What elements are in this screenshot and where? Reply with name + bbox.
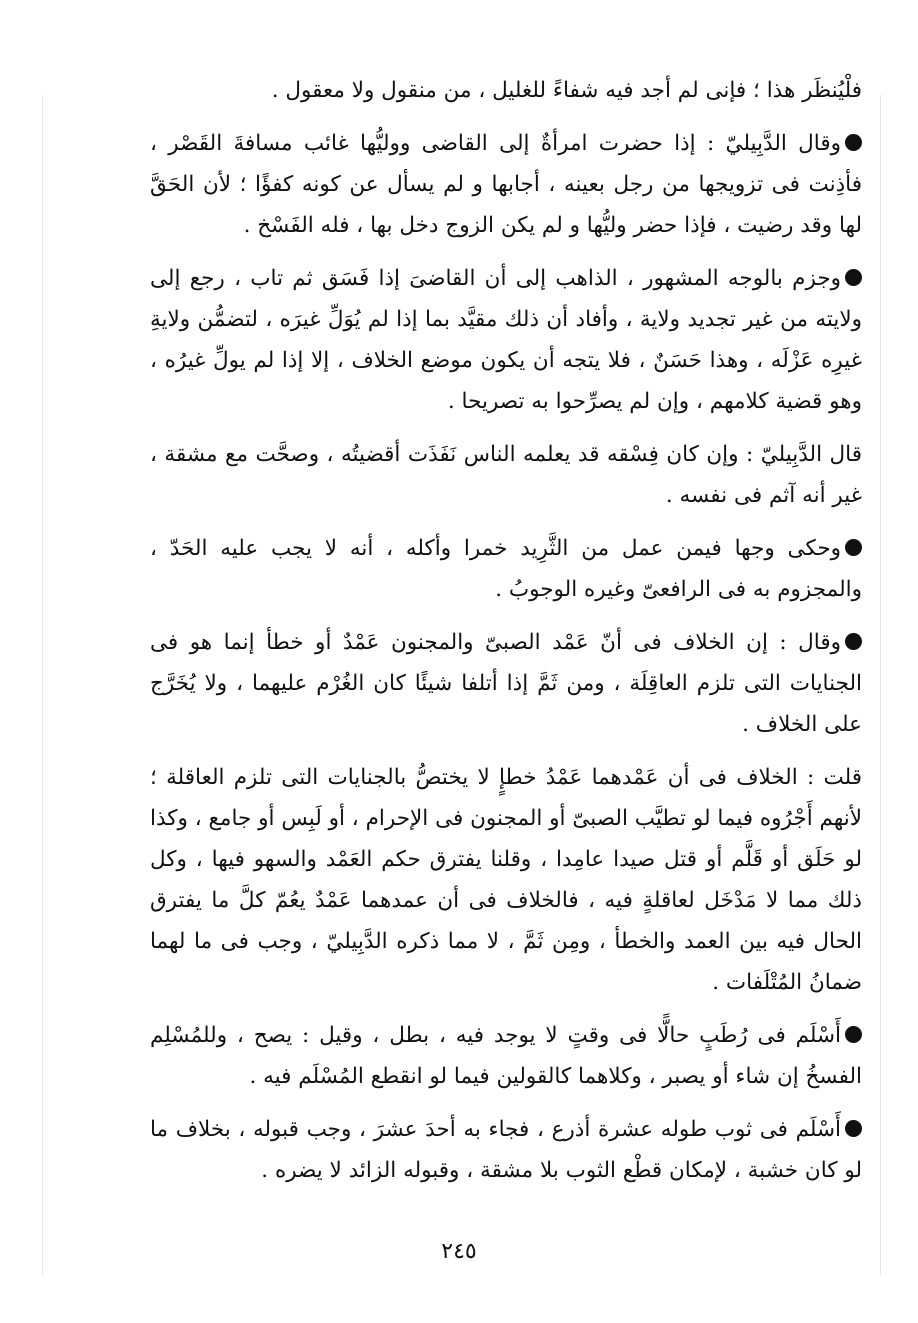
right-margin-rule (880, 95, 881, 1275)
paragraph-7 (150, 757, 862, 1003)
paragraph-text: فلْيُنظَر هذا ؛ فإنى لم أجد فيه شفاءً للغليل ، من منقول ولا معقول . (271, 78, 862, 103)
paragraph-text: وحكى وجها فيمن عمل من الثَّرِيد خمرا وأكله ، أنه لا يجب عليه الحَدّ ، والمجزوم به فى الرافعىّ وغيره الوجوبُ . (150, 536, 862, 602)
bullet-icon (845, 134, 862, 151)
paragraph-text: وجزم بالوجه المشهور ، الذاهب إلى أن القاضىَ إذا فَسَق ثم تاب ، رجع إلى ولايته من غير تجديد ولاية ، وأفاد أن ذلك مقيَّد بما إذا لم يُوَلِّ غيرَه ، لتضمُّن ولايةِ غيرِه عَزْلَه ، وهذا حَسَنٌ ، فلا يتجه أن يكون موضع الخلاف ، إلا إذا لم يولِّ غيرُه ، وهو قضية كلامهم ، وإن لم يصرِّحوا به تصريحا . (150, 266, 862, 414)
page-number: ٢٤٥ (441, 1239, 477, 1264)
paragraph-4 (150, 434, 862, 516)
bullet-icon (845, 1026, 862, 1043)
bullet-icon (845, 1120, 862, 1137)
paragraph-text: أَسْلَم فى ثوب طوله عشرة أذرع ، فجاء به أحدَ عشرَ ، وجب قبوله ، بخلاف ما لو كان خشبة ، لإمكان قطْع الثوب بلا مشقة ، وقبوله الزائد لا يضره . (150, 1117, 862, 1183)
paragraph-3 (150, 258, 862, 422)
bullet-icon (845, 633, 862, 650)
paragraph-text: وقال : إن الخلاف فى أنّ عَمْد الصبىّ والمجنون عَمْدٌ أو خطأ إنما هو فى الجنايات التى تلزم العاقِلَة ، ومن ثَمَّ إذا أتلفا شيئًا كان الغُرْم عليهما ، ولا يُخَرَّج على الخلاف . (150, 630, 862, 737)
paragraph-9 (150, 1109, 862, 1191)
bullet-icon (845, 539, 862, 556)
paragraph-text: قلت : الخلاف فى أن عَمْدهما عَمْدُ خطإٍ لا يختصُّ بالجنايات التى تلزم العاقلة ؛ لأنهم أَجْرُوه فيما لو تطيَّب الصبىّ أو المجنون فى الإحرام ، أو لَبِس أو جامع ، وكذا لو حَلَق أو قَلَّم أو قتل صيدا عامِدا ، وقلنا يفترق حكم العَمْد والسهو فيها ، وكل ذلك مما لا مَدْخَل لعاقلةٍ فيه ، فالخلاف فى أن عمدهما عَمْدٌ يعُمّ كلَّ ما يفترق الحال فيه بين العمد والخطأ ، ومِن ثَمَّ ، لا مما ذكره الدَّبِيليّ ، وجب فى ما لهما ضمانُ المُتْلَفات . (150, 765, 862, 995)
bullet-icon (845, 269, 862, 286)
paragraph-5 (150, 528, 862, 610)
paragraph-6 (150, 622, 862, 745)
paragraph-text: قال الدَّبِيليّ : وإن كان فِسْقه قد يعلمه الناس نَفَذَت أقضيتُه ، وصحَّت مع مشقة ، غير أنه آثم فى نفسه . (150, 442, 862, 508)
paragraph-8 (150, 1015, 862, 1097)
paragraph-2 (150, 123, 862, 246)
page-body (150, 70, 862, 1203)
paragraph-1 (150, 70, 862, 111)
paragraph-text: أَسْلَم فى رُطَبٍ حالًّا فى وقتٍ لا يوجد فيه ، بطل ، وقيل : يصح ، وللمُسْلِم الفسخُ إن شاء أو يصبر ، وكلاهما كالقولين فيما لو انقطع المُسْلَم فيه . (150, 1023, 862, 1089)
paragraph-text: وقال الدَّبِيليّ : إذا حضرت امرأةٌ إلى القاضى ووليُّها غائب مسافةَ القَصْر ، فأذِنت فى تزويجها من رجل بعينه ، أجابها و لم يسأل عن كونه كفؤًا ؛ لأن الحَقَّ لها وقد رضيت ، فإذا حضر وليُّها و لم يكن الزوج دخل بها ، فله الفَسْخ . (150, 131, 862, 238)
left-margin-rule (42, 95, 43, 1275)
